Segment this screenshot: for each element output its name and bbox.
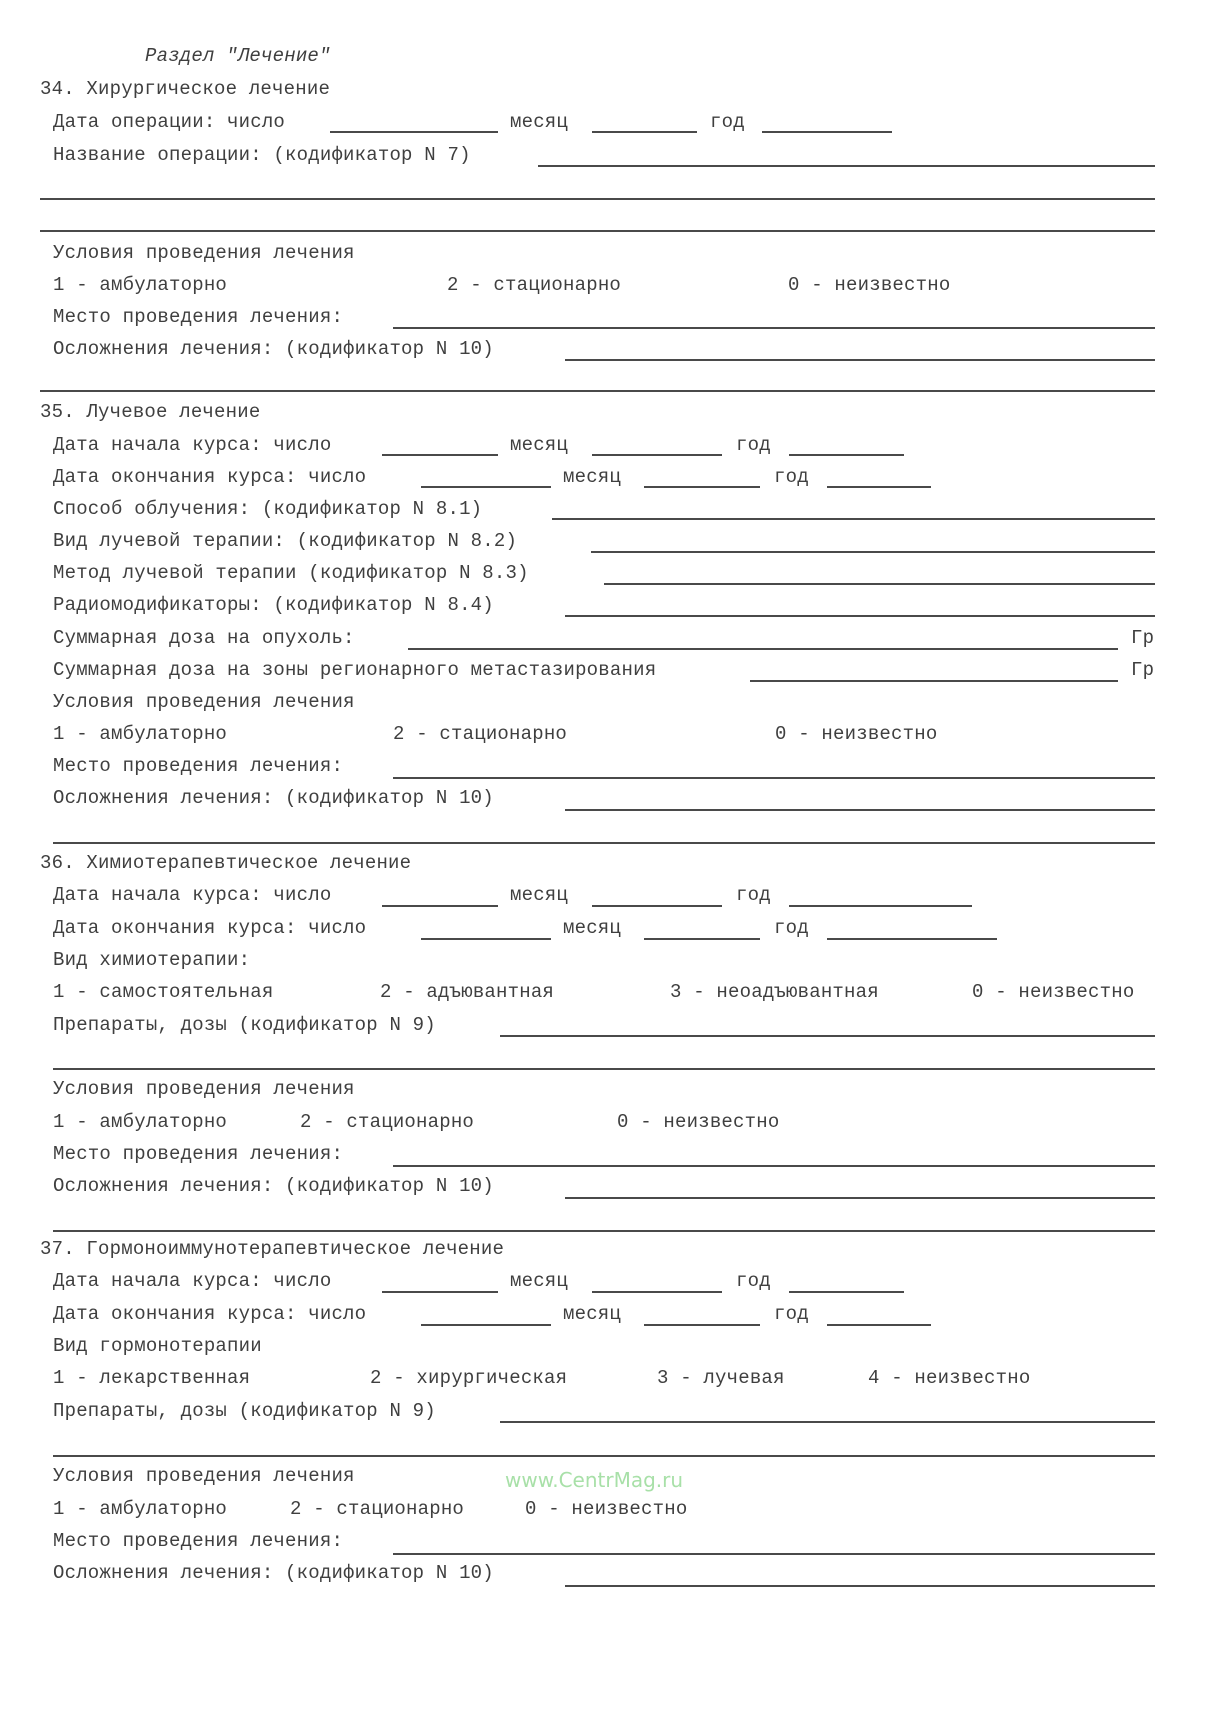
year-label: год (710, 111, 745, 133)
section-36-heading: 36. Химиотерапевтическое лечение (40, 852, 412, 874)
complications-field[interactable] (565, 809, 1155, 811)
section-34-heading: 34. Хирургическое лечение (40, 78, 331, 100)
complications-field[interactable] (565, 1197, 1155, 1199)
tumor-dose-field[interactable] (408, 648, 1118, 650)
complications-field-line2[interactable] (40, 390, 1155, 392)
end-month-field[interactable] (644, 1324, 760, 1326)
drugs-field-line2[interactable] (53, 1455, 1155, 1457)
therapy-type-field[interactable] (591, 551, 1155, 553)
month-label: месяц (510, 1270, 569, 1292)
hormone-kind-label: Вид гормонотерапии (53, 1335, 262, 1357)
end-date-label: Дата окончания курса: число (53, 917, 367, 939)
op-month-field[interactable] (592, 131, 697, 133)
month-label: месяц (510, 111, 569, 133)
cond-option-0[interactable]: 0 - неизвестно (788, 274, 951, 296)
complications-field-line2[interactable] (53, 842, 1155, 844)
drugs-field[interactable] (500, 1035, 1155, 1037)
year-label: год (774, 917, 809, 939)
chemo-option-1[interactable]: 1 - самостоятельная (53, 981, 274, 1003)
start-date-label: Дата начала курса: число (53, 1270, 332, 1292)
tumor-dose-label: Суммарная доза на опухоль: (53, 627, 355, 649)
end-day-field[interactable] (421, 1324, 551, 1326)
start-day-field[interactable] (382, 1291, 498, 1293)
end-date-label: Дата окончания курса: число (53, 1303, 367, 1325)
chemo-option-0[interactable]: 0 - неизвестно (972, 981, 1135, 1003)
cond-option-2[interactable]: 2 - стационарно (447, 274, 622, 296)
cond-option-0[interactable]: 0 - неизвестно (617, 1111, 780, 1133)
radiomodifiers-field[interactable] (565, 615, 1155, 617)
conditions-label: Условия проведения лечения (53, 242, 355, 264)
complications-field[interactable] (565, 1585, 1155, 1587)
cond-option-1[interactable]: 1 - амбулаторно (53, 274, 228, 296)
tumor-dose-unit: Гр (1131, 627, 1155, 649)
op-day-field[interactable] (330, 131, 498, 133)
start-day-field[interactable] (382, 905, 498, 907)
regional-dose-unit: Гр (1131, 659, 1155, 681)
op-date-label: Дата операции: число (53, 111, 286, 133)
start-month-field[interactable] (592, 1291, 722, 1293)
hormone-option-2[interactable]: 2 - хирургическая (370, 1367, 568, 1389)
month-label: месяц (563, 466, 622, 488)
hormone-option-1[interactable]: 1 - лекарственная (53, 1367, 251, 1389)
year-label: год (736, 434, 771, 456)
hormone-option-3[interactable]: 3 - лучевая (657, 1367, 785, 1389)
month-label: месяц (563, 1303, 622, 1325)
start-year-field[interactable] (789, 1291, 904, 1293)
conditions-label: Условия проведения лечения (53, 691, 355, 713)
end-date-label: Дата окончания курса: число (53, 466, 367, 488)
therapy-type-label: Вид лучевой терапии: (кодификатор N 8.2) (53, 530, 518, 552)
start-year-field[interactable] (789, 454, 904, 456)
month-label: месяц (563, 917, 622, 939)
section-35-heading: 35. Лучевое лечение (40, 401, 261, 423)
drugs-field-line2[interactable] (53, 1068, 1155, 1070)
regional-dose-field[interactable] (750, 680, 1118, 682)
start-month-field[interactable] (592, 905, 722, 907)
cond-option-2[interactable]: 2 - стационарно (300, 1111, 475, 1133)
place-label: Место проведения лечения: (53, 755, 344, 777)
chemo-kind-label: Вид химиотерапии: (53, 949, 251, 971)
irradiation-method-label: Способ облучения: (кодификатор N 8.1) (53, 498, 483, 520)
radiomodifiers-label: Радиомодификаторы: (кодификатор N 8.4) (53, 594, 494, 616)
section-title: Раздел "Лечение" (145, 45, 331, 67)
cond-option-0[interactable]: 0 - неизвестно (525, 1498, 688, 1520)
cond-option-2[interactable]: 2 - стационарно (290, 1498, 465, 1520)
cond-option-1[interactable]: 1 - амбулаторно (53, 1111, 228, 1133)
cond-option-0[interactable]: 0 - неизвестно (775, 723, 938, 745)
section-37-heading: 37. Гормоноиммунотерапевтическое лечение (40, 1238, 505, 1260)
place-field[interactable] (393, 777, 1155, 779)
start-date-label: Дата начала курса: число (53, 434, 332, 456)
place-label: Место проведения лечения: (53, 306, 344, 328)
end-year-field[interactable] (827, 486, 931, 488)
conditions-label: Условия проведения лечения (53, 1465, 355, 1487)
cond-option-1[interactable]: 1 - амбулаторно (53, 1498, 228, 1520)
regional-dose-label: Суммарная доза на зоны регионарного метастазирования (53, 659, 657, 681)
place-field[interactable] (393, 1553, 1155, 1555)
hormone-option-4[interactable]: 4 - неизвестно (868, 1367, 1031, 1389)
op-name-field[interactable] (538, 165, 1155, 167)
year-label: год (774, 1303, 809, 1325)
end-month-field[interactable] (644, 938, 760, 940)
end-day-field[interactable] (421, 486, 551, 488)
drugs-field[interactable] (500, 1421, 1155, 1423)
therapy-method-label: Метод лучевой терапии (кодификатор N 8.3) (53, 562, 529, 584)
drugs-label: Препараты, дозы (кодификатор N 9) (53, 1014, 436, 1036)
place-label: Место проведения лечения: (53, 1143, 344, 1165)
complications-field-line2[interactable] (53, 1230, 1155, 1232)
complications-label: Осложнения лечения: (кодификатор N 10) (53, 1175, 494, 1197)
cond-option-2[interactable]: 2 - стационарно (393, 723, 568, 745)
op-name-label: Название операции: (кодификатор N 7) (53, 144, 471, 166)
chemo-option-3[interactable]: 3 - неоадъювантная (670, 981, 879, 1003)
irradiation-method-field[interactable] (552, 518, 1155, 520)
cond-option-1[interactable]: 1 - амбулаторно (53, 723, 228, 745)
place-label: Место проведения лечения: (53, 1530, 344, 1552)
op-name-field-line2[interactable] (40, 198, 1155, 200)
op-name-field-line3[interactable] (40, 230, 1155, 232)
end-year-field[interactable] (827, 1324, 931, 1326)
start-month-field[interactable] (592, 454, 722, 456)
month-label: месяц (510, 434, 569, 456)
start-day-field[interactable] (382, 454, 498, 456)
end-month-field[interactable] (644, 486, 760, 488)
end-year-field[interactable] (827, 938, 997, 940)
drugs-label: Препараты, дозы (кодификатор N 9) (53, 1400, 436, 1422)
complications-label: Осложнения лечения: (кодификатор N 10) (53, 1562, 494, 1584)
start-date-label: Дата начала курса: число (53, 884, 332, 906)
month-label: месяц (510, 884, 569, 906)
end-day-field[interactable] (421, 938, 551, 940)
watermark: www.CentrMag.ru (505, 1468, 684, 1492)
complications-label: Осложнения лечения: (кодификатор N 10) (53, 787, 494, 809)
conditions-label: Условия проведения лечения (53, 1078, 355, 1100)
therapy-method-field[interactable] (604, 583, 1155, 585)
year-label: год (736, 884, 771, 906)
place-field[interactable] (393, 327, 1155, 329)
op-year-field[interactable] (762, 131, 892, 133)
start-year-field[interactable] (789, 905, 972, 907)
complications-field[interactable] (565, 359, 1155, 361)
year-label: год (736, 1270, 771, 1292)
complications-label: Осложнения лечения: (кодификатор N 10) (53, 338, 494, 360)
chemo-option-2[interactable]: 2 - адъювантная (380, 981, 555, 1003)
year-label: год (774, 466, 809, 488)
place-field[interactable] (393, 1165, 1155, 1167)
